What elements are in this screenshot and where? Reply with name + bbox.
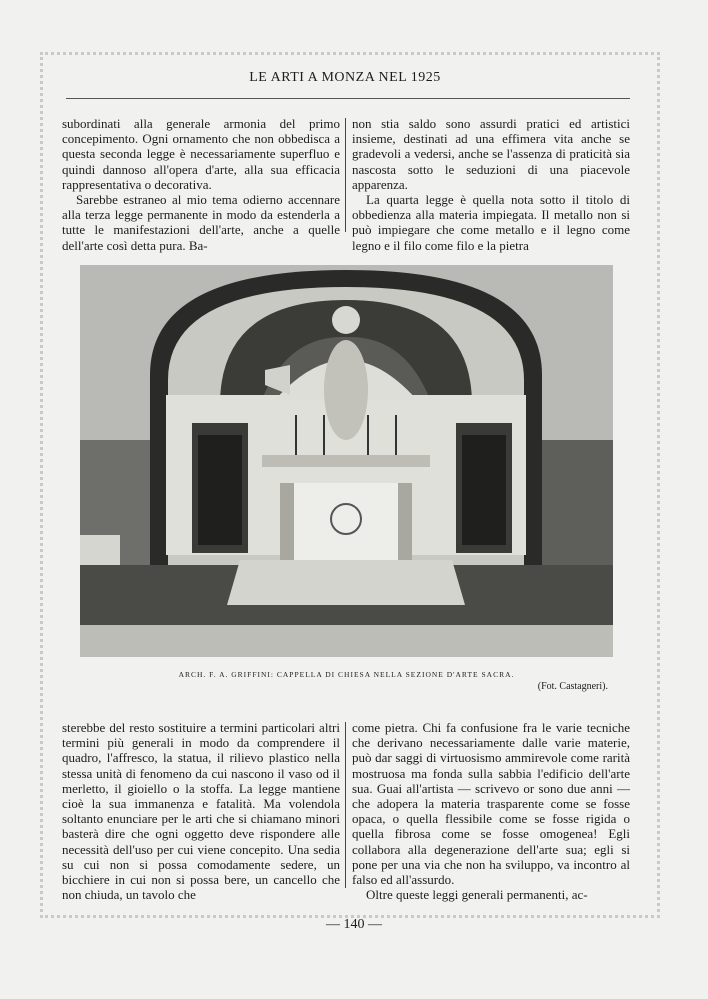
paragraph: subordinati alla generale armonia del primo concepimento. Ogni ornamento che non obbedisca a questa seconda legge è necessariamente superfluo e quindi dannoso all'opera d'arte, alla sua efficacia rappresentativa o decorativa. [62, 116, 340, 192]
paragraph: sterebbe del resto sostituire a termini particolari altri termini più generali in modo da comprendere il quadro, l'affresco, la statua, il rilievo plastico nella stessa unità di fenomeno da cui nascono il vaso od il merletto, il gioiello o la stoffa. La legge mantiene cioè la sua immanenza e fatalità. Ma volendola soltanto enunciare per le arti che si chiamano minori basterà dire che ogni oggetto deve rispondere alle necessità dell'uso per cui viene concepito. Una sedia su cui non si possa comodamente sedere, un bicchiere in cui non si possa bere, un cancello che non chiuda, un tavolo che [62, 720, 340, 903]
page-number: — 140 — [326, 917, 382, 932]
text-column-top-left [62, 116, 340, 253]
text-column-top-right [352, 116, 630, 253]
paragraph: Oltre queste leggi generali permanenti, ac- [366, 887, 588, 903]
paragraph: La quarta legge è quella nota sotto il titolo di obbedienza alla materia impiegata. Il metallo non si può impiegare che come metallo e il legno come legno e il filo come filo e la pietra [352, 192, 630, 253]
text-column-bottom-right [352, 720, 630, 902]
paragraph: Sarebbe estraneo al mio tema odierno accennare alla terza legge permanente in modo da estenderla a tutte le manifestazioni dell'arte, anche a quelle dell'arte così detta pura. Ba- [62, 192, 340, 253]
header-rule [66, 98, 630, 99]
paragraph: come pietra. Chi fa confusione fra le varie tecniche che derivano necessariamente dalle varie materie, può dar saggi di virtuosismo ammirevole come rarità mostruosa ma fonda sulla sabbia l'edificio dell'arte sua. Guai all'artista — scrivevo or sono due anni — che adopera la materia trasparente come se fosse opaca, o quella flessibile come se fosse rigida o quella fibrosa come se fosse omogenea! Egli collabora alla degenerazione dell'arte sua; egli si pone per una via che non ha sviluppo, va incontro al falso ed all'assurdo. [352, 720, 630, 888]
photo-credit: (Fot. Castagneri). [537, 681, 608, 692]
running-header: LE ARTI A MONZA NEL 1925 [249, 70, 441, 85]
column-divider [345, 118, 346, 232]
figure-caption: ARCH. F. A. GRIFFINI: CAPPELLA DI CHIESA NELLA SEZIONE D'ARTE SACRA. [178, 670, 515, 679]
paragraph: non stia saldo sono assurdi pratici ed artistici insieme, destinati ad una effimera vita anche se gradevoli a vedersi, anche se l'assenza di praticità sia nascosta sotto le seduzioni di una piacevole apparenza. [352, 116, 630, 192]
chapel-photograph [80, 265, 613, 657]
column-divider [345, 722, 346, 888]
text-column-bottom-left [62, 720, 340, 902]
